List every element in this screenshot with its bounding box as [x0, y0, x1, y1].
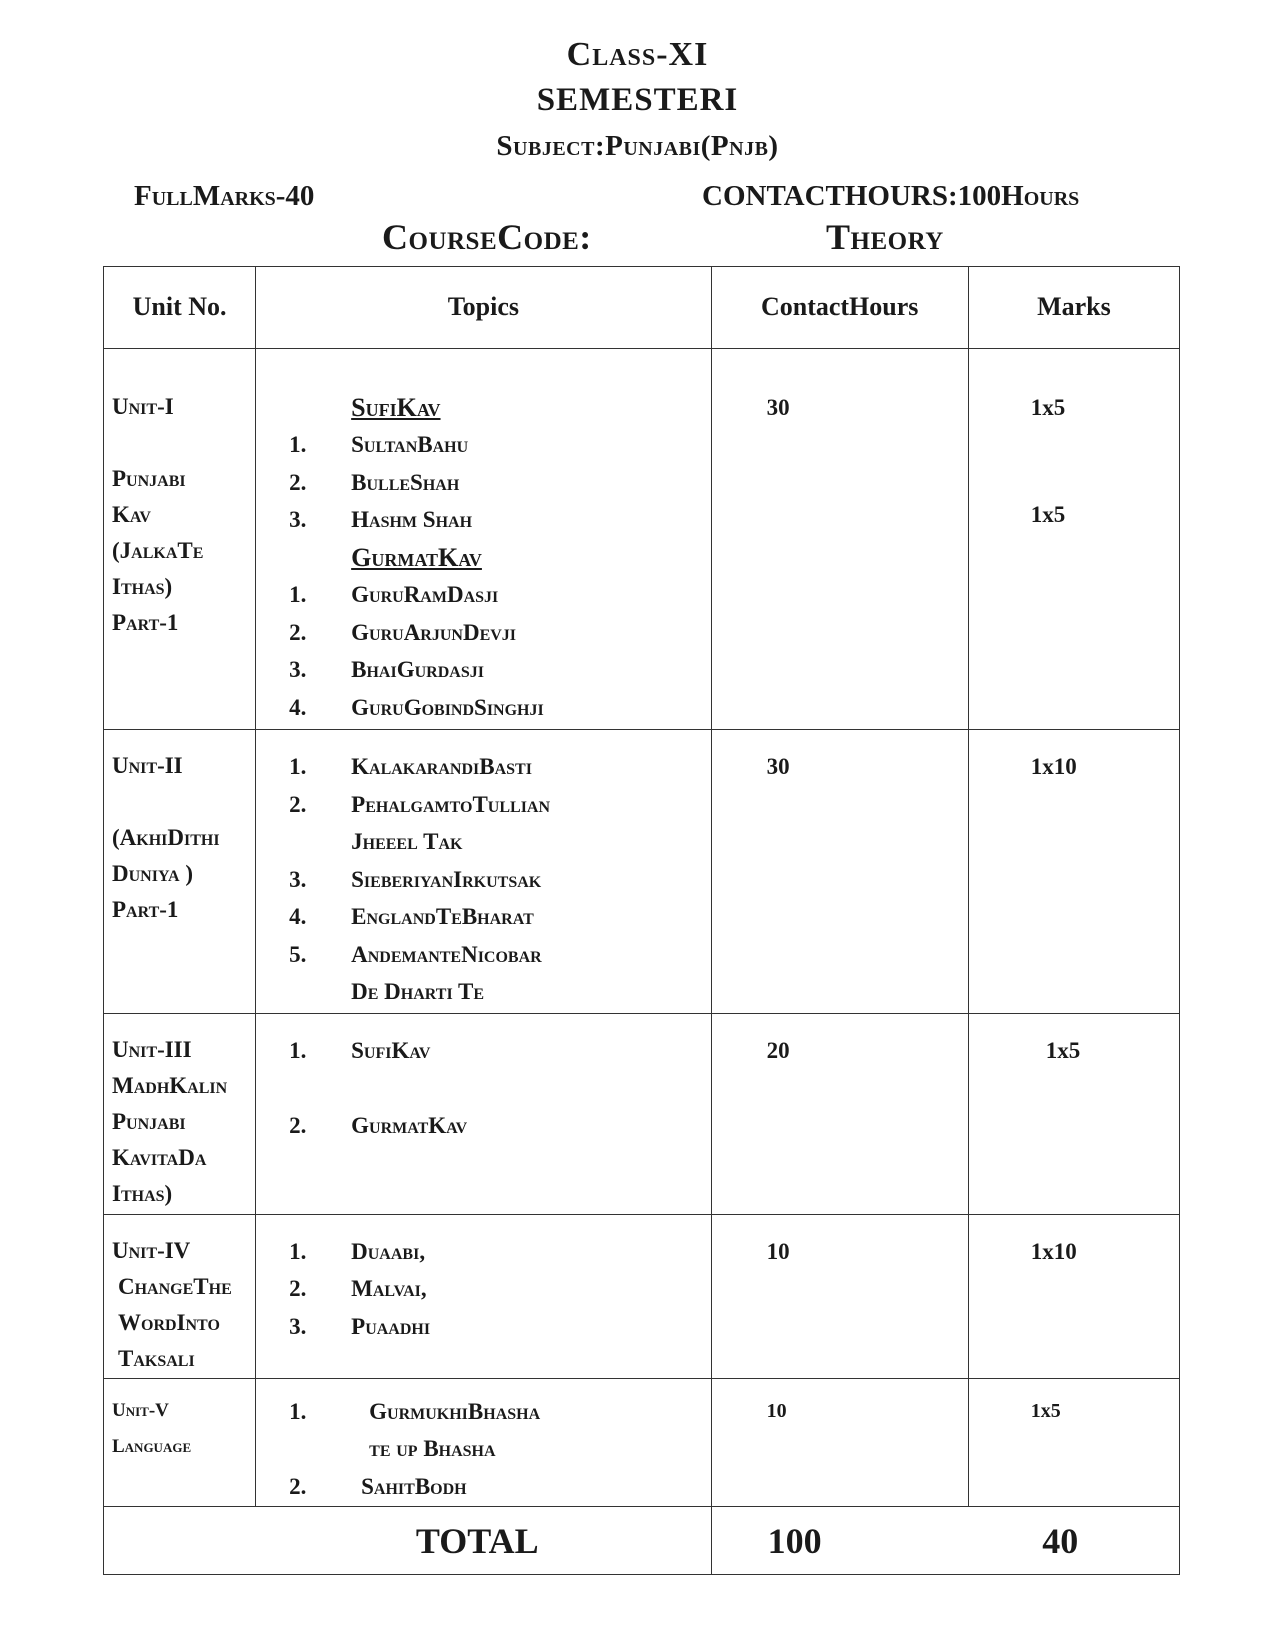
topics-cell	[256, 1214, 711, 1378]
list-item	[256, 1430, 710, 1468]
topic-number: 3.	[289, 507, 307, 533]
unit-title-line: Unit-V	[112, 1399, 169, 1421]
topic-text: BulleShah	[351, 469, 460, 495]
unit-title-line: WordInto	[118, 1309, 220, 1335]
topics-cell	[256, 1378, 711, 1507]
unit-title-line: Part-1	[112, 609, 179, 635]
course-code: CourseCode:	[382, 217, 592, 257]
list-item	[256, 1032, 710, 1070]
unit-title-line: Ithas)	[112, 1180, 173, 1206]
list-item	[256, 1468, 710, 1506]
unit-cell	[104, 1214, 256, 1378]
list-item	[256, 464, 710, 502]
hours-cell	[711, 1013, 968, 1214]
contact-hours-value: 30	[766, 394, 790, 420]
hours-cell	[711, 1378, 968, 1507]
unit-title-line: Kav	[112, 501, 151, 527]
marks-cell	[968, 1378, 1179, 1507]
topic-text: SultanBahu	[351, 432, 469, 458]
marks-value: 1x5	[1045, 1037, 1081, 1063]
table-row-unit-2	[104, 730, 1180, 1014]
unit-label: Unit-I	[112, 393, 174, 419]
column-header-hours: ContactHours	[711, 267, 968, 349]
list-item	[256, 689, 710, 727]
topic-text: GuruRamDasji	[351, 582, 499, 608]
list-item	[256, 786, 710, 824]
unit-cell	[104, 730, 256, 1014]
topic-text: GuruArjunDevji	[351, 619, 517, 645]
list-item	[256, 426, 710, 464]
topic-heading-text: GurmatKav	[351, 542, 482, 572]
topic-number: 2.	[289, 619, 307, 645]
topic-text: BhaiGurdasji	[351, 657, 484, 683]
topic-number	[256, 823, 351, 861]
marks-value: 1x10	[1030, 754, 1077, 780]
marks-value: 1x10	[1030, 1238, 1077, 1264]
topic-text: GurmukhiBhasha	[369, 1398, 541, 1424]
topic-text: EnglandTeBharat	[351, 904, 534, 930]
topic-text: Malvai,	[351, 1276, 427, 1302]
list-item	[256, 861, 710, 899]
contact-hours-value: 30	[766, 754, 790, 780]
marks-cell	[968, 1214, 1179, 1378]
marks-value: 1x5	[1030, 502, 1066, 528]
marks-cell	[968, 1013, 1179, 1214]
topic-number: 2.	[289, 791, 307, 817]
class-title: Class-XI	[566, 36, 709, 73]
semester-title: SEMESTERI	[536, 82, 739, 118]
topic-text: Jheeel Tak	[351, 829, 463, 855]
list-item	[256, 614, 710, 652]
list-item	[256, 1393, 710, 1431]
list-item	[256, 936, 710, 974]
topics-cell	[256, 348, 711, 730]
column-header-topics: Topics	[256, 267, 711, 349]
unit-title-line: MadhKalin	[112, 1072, 228, 1098]
theory-label: Theory	[826, 217, 944, 257]
total-marks-cell	[968, 1507, 1179, 1575]
list-item	[256, 1308, 710, 1346]
topic-text: KalakarandiBasti	[351, 754, 532, 780]
contact-hours-value: 20	[766, 1037, 790, 1063]
topics-cell	[256, 730, 711, 1014]
unit-cell	[104, 1013, 256, 1214]
topic-number: 3.	[289, 1313, 307, 1339]
topic-heading	[256, 389, 710, 427]
marks-cell	[968, 730, 1179, 1014]
topic-number: 1.	[289, 754, 307, 780]
topic-text: SieberiyanIrkutsak	[351, 866, 542, 892]
topic-heading	[256, 539, 710, 577]
list-item	[256, 1270, 710, 1308]
unit-title-line: Unit-IV	[112, 1237, 191, 1263]
marks-value: 1x5	[1030, 394, 1066, 420]
list-item	[256, 748, 710, 786]
syllabus-table	[103, 266, 1180, 1575]
topics-cell	[256, 1013, 711, 1214]
list-item	[256, 501, 710, 539]
topic-text: Hashm Shah	[351, 507, 473, 533]
hours-cell	[711, 1214, 968, 1378]
unit-title-line: ChangeThe	[118, 1273, 232, 1299]
unit-title-line: Duniya )	[112, 861, 193, 887]
topic-text: SufiKav	[351, 1037, 431, 1063]
column-header-marks: Marks	[968, 267, 1179, 349]
topic-text: Duaabi,	[351, 1238, 426, 1264]
topic-text: AndemanteNicobar	[351, 941, 542, 967]
list-item	[256, 651, 710, 689]
topic-number: 1.	[289, 1037, 307, 1063]
unit-title-line: Part-1	[112, 897, 179, 923]
topic-number: 4.	[289, 904, 307, 930]
total-label	[104, 1507, 712, 1575]
topic-text: SahitBodh	[361, 1473, 467, 1499]
list-item	[256, 973, 710, 1011]
unit-title-line: (AkhiDithi	[112, 825, 220, 851]
topic-number: 1.	[289, 1398, 307, 1424]
unit-title-line: (JalkaTe	[112, 537, 204, 563]
list-item	[256, 898, 710, 936]
total-hours-value: 100	[767, 1520, 822, 1561]
topic-number: 1.	[289, 1238, 307, 1264]
total-label-text: TOTAL	[415, 1520, 539, 1561]
unit-cell	[104, 348, 256, 730]
list-item	[256, 1233, 710, 1271]
list-item	[256, 823, 710, 861]
unit-title-line: Taksali	[118, 1345, 195, 1371]
topic-number: 2.	[289, 1473, 307, 1499]
topic-heading-text: SufiKav	[351, 392, 441, 422]
table-row-total	[104, 1507, 1180, 1575]
total-marks-value: 40	[1042, 1520, 1079, 1561]
list-item	[256, 1107, 710, 1145]
topic-text: te up Bhasha	[369, 1436, 496, 1462]
table-row-unit-5	[104, 1378, 1180, 1507]
topic-number: 3.	[289, 866, 307, 892]
topic-number: 5.	[289, 941, 307, 967]
contact-hours-value: 10	[766, 1399, 787, 1422]
unit-title-line: KavitaDa	[112, 1144, 207, 1170]
contact-hours-value: 10	[766, 1238, 790, 1264]
unit-cell	[104, 1378, 256, 1507]
list-item	[256, 576, 710, 614]
topic-number: 4.	[289, 694, 307, 720]
topic-number	[256, 1430, 351, 1468]
topic-text: GuruGobindSinghji	[351, 694, 544, 720]
table-row-unit-4	[104, 1214, 1180, 1378]
marks-value: 1x5	[1030, 1399, 1061, 1422]
subject-title: Subject:Punjabi(Pnjb)	[496, 130, 779, 162]
marks-cell	[968, 348, 1179, 730]
topic-text: De Dharti Te	[351, 979, 485, 1005]
topic-number: 1.	[289, 432, 307, 458]
table-row-unit-1	[104, 348, 1180, 730]
table-row-unit-3	[104, 1013, 1180, 1214]
unit-label: Unit-II	[112, 753, 183, 779]
unit-title-line: Ithas)	[112, 573, 173, 599]
hours-cell	[711, 730, 968, 1014]
topic-number	[256, 973, 351, 1011]
unit-title-line: Punjabi	[112, 1108, 186, 1134]
topic-number: 2.	[289, 1113, 307, 1139]
topic-text: GurmatKav	[351, 1113, 468, 1139]
topic-number: 3.	[289, 657, 307, 683]
topic-number: 2.	[289, 1276, 307, 1302]
table-header-row	[104, 267, 1180, 349]
topic-number: 2.	[289, 469, 307, 495]
topic-text: PehalgamtoTullian	[351, 791, 551, 817]
unit-title-line: Language	[112, 1435, 192, 1457]
total-hours-cell	[711, 1507, 968, 1575]
full-marks: FullMarks-40	[134, 180, 315, 212]
topic-text: Puaadhi	[351, 1313, 431, 1339]
hours-cell	[711, 348, 968, 730]
unit-title-line: Unit-III	[112, 1036, 192, 1062]
unit-title-line: Punjabi	[112, 465, 186, 491]
contact-hours: CONTACTHOURS:100Hours	[702, 180, 1080, 212]
column-header-unit: Unit No.	[104, 267, 256, 349]
topic-number: 1.	[289, 582, 307, 608]
